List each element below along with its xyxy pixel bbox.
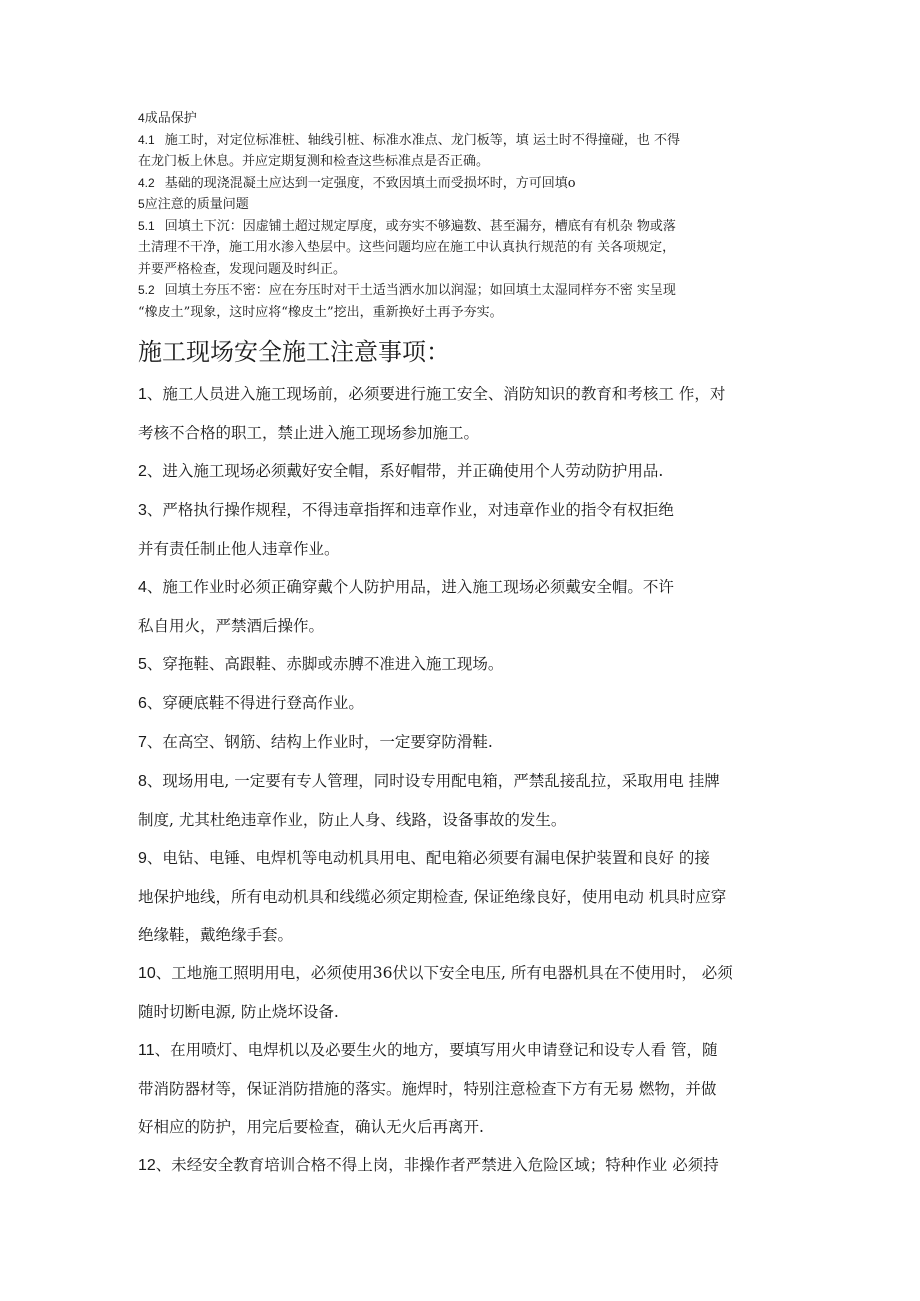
- safety-item-11-num: 11: [138, 1042, 155, 1059]
- section-5-heading-num: 5: [138, 197, 145, 211]
- safety-item-7-text-1: 、在高空、钢筋、结构上作业时，一定要穿防滑鞋.: [146, 733, 493, 751]
- safety-item-8-text-1: 、现场用电, 一定要有专人管理，同时设专用配电箱，严禁乱接乱拉，采取用电 挂牌: [146, 772, 720, 790]
- safety-item-7: [138, 723, 786, 762]
- safety-item-11-line-2: 带消防器材等，保证消防措施的落实。施焊时，特别注意检查下方有无易 燃物，并做: [138, 1080, 717, 1098]
- safety-item-11-line-1: [138, 1031, 786, 1070]
- safety-item-4-num: 4: [138, 579, 147, 596]
- safety-item-1-line-2: 考核不合格的职工，禁止进入施工现场参加施工。: [138, 424, 480, 442]
- safety-item-12-text-1: 、未经安全教育培训合格不得上岗，非操作者严禁进入危险区域；特种作业 必须持: [155, 1156, 719, 1174]
- item-4-1-num: 4.1: [138, 132, 155, 147]
- safety-item-7-line-1: [138, 723, 786, 762]
- item-5-2-line-1: 回填土夯压不密：应在夯压时对干土适当洒水加以润湿；如回填土太湿同样夯不密 实呈现: [164, 283, 676, 298]
- safety-title: 施工现场安全施工注意事项：: [138, 338, 450, 366]
- safety-item-2: [138, 452, 786, 491]
- section-4-heading-text: 成品保护: [144, 111, 197, 126]
- item-4-2-num: 4.2: [138, 175, 155, 190]
- section-5-heading-text: 应注意的质量问题: [144, 197, 249, 212]
- item-5-2-line-2: “橡皮土”现象，这时应将“橡皮土”挖出，重新换好土再予夯实。: [138, 304, 503, 320]
- item-5-1: [138, 216, 786, 281]
- safety-item-2-num: 2: [138, 463, 147, 480]
- item-5-2-num: 5.2: [138, 283, 155, 297]
- safety-item-1-line-1: [138, 375, 786, 414]
- safety-item-3-num: 3: [138, 502, 147, 519]
- safety-item-12: [138, 1146, 786, 1185]
- item-4-1-line-2: 在龙门板上休息。并应定期复测和检查这些标准点是否正确。: [138, 154, 490, 169]
- safety-item-8: [138, 762, 786, 839]
- safety-item-3: [138, 491, 786, 568]
- item-4-1: [138, 130, 786, 173]
- safety-item-10-num: 10: [138, 965, 156, 982]
- safety-item-4-text-1: 、施工作业时必须正确穿戴个人防护用品，进入施工现场必须戴安全帽。不许: [146, 578, 674, 596]
- safety-item-12-line-1: [138, 1146, 786, 1185]
- safety-item-2-text-1: 、进入施工现场必须戴好安全帽，系好帽带，并正确使用个人劳动防护用品.: [146, 462, 664, 480]
- safety-item-10-line-1: [138, 954, 786, 993]
- item-4-2-line-1: 基础的现浇混凝土应达到一定强度，不致因填土而受损坏时，方可回填o: [164, 175, 576, 191]
- safety-item-2-line-1: [138, 452, 786, 491]
- safety-item-10-text-1: 、工地施工照明用电，必须使用36伏以下安全电压, 所有电器机具在不使用时， 必须: [155, 964, 733, 982]
- safety-item-1-num: 1: [138, 386, 147, 403]
- item-4-1-line-1: 施工时，对定位标准桩、轴线引桩、标准水准点、龙门板等，填 运土时不得撞碰，也 不得: [164, 132, 680, 148]
- safety-item-8-num: 8: [138, 773, 147, 790]
- safety-item-6-line-1: [138, 684, 786, 723]
- safety-item-9-line-1: [138, 839, 786, 878]
- safety-item-8-line-1: [138, 762, 786, 801]
- safety-item-11-text-1: 、在用喷灯、电焊机以及必要生火的地方，要填写用火申请登记和设专人看 管，随: [154, 1041, 718, 1059]
- section-4-heading-num: 4: [138, 111, 145, 125]
- section-5-heading: [138, 194, 786, 216]
- safety-item-4-line-2: 私自用火，严禁酒后操作。: [138, 617, 325, 635]
- safety-item-9-line-3: 绝缘鞋，戴绝缘手套。: [138, 926, 294, 944]
- safety-item-9-num: 9: [138, 850, 147, 867]
- safety-item-1-text-1: 、施工人员进入施工现场前，必须要进行施工安全、消防知识的教育和考核工 作，对: [146, 385, 726, 403]
- item-5-1-num: 5.1: [138, 218, 155, 233]
- safety-item-5-num: 5: [138, 656, 147, 673]
- safety-item-3-line-2: 并有责任制止他人违章作业。: [138, 540, 340, 558]
- safety-item-9-line-2: 地保护地线，所有电动机具和线缆必须定期检查, 保证绝缘良好，使用电动 机具时应穿: [138, 888, 727, 906]
- safety-item-11-line-3: 好相应的防护，用完后要检查，确认无火后再离开.: [138, 1118, 484, 1136]
- safety-item-1: [138, 375, 786, 452]
- item-5-1-line-2: 土清理不干净，施工用水渗入垫层中。这些问题均应在施工中认真执行规范的有 关各项规定，: [138, 240, 676, 255]
- safety-item-5-text-1: 、穿拖鞋、高跟鞋、赤脚或赤膊不准进入施工现场。: [146, 655, 504, 673]
- safety-item-6-num: 6: [138, 695, 147, 712]
- safety-item-10: [138, 954, 786, 1031]
- safety-item-6: [138, 684, 786, 723]
- safety-item-11: [138, 1031, 786, 1146]
- safety-item-5-line-1: [138, 645, 786, 684]
- safety-item-10-line-2: 随时切断电源, 防止烧坏设备.: [138, 1003, 339, 1021]
- safety-item-3-line-1: [138, 491, 786, 530]
- safety-item-3-text-1: 、严格执行操作规程，不得违章指挥和违章作业，对违章作业的指令有权拒绝: [146, 501, 674, 519]
- safety-item-9-text-1: 、电钻、电锤、电焊机等电动机具用电、配电箱必须要有漏电保护装置和良好 的接: [146, 849, 710, 867]
- section-4-heading: [138, 108, 786, 130]
- safety-item-12-num: 12: [138, 1157, 156, 1174]
- item-4-2: [138, 173, 786, 195]
- safety-item-4: [138, 568, 786, 645]
- safety-item-5: [138, 645, 786, 684]
- safety-item-4-line-1: [138, 568, 786, 607]
- item-5-1-line-1: 回填土下沉：因虚铺土超过规定厚度，或夯实不够遍数、甚至漏夯，槽底有有机杂 物或落: [164, 218, 676, 234]
- safety-item-9: [138, 839, 786, 954]
- safety-item-8-line-2: 制度, 尤其杜绝违章作业，防止人身、线路，设备事故的发生。: [138, 811, 567, 829]
- item-5-1-line-3: 并要严格检查，发现问题及时纠正。: [138, 261, 347, 277]
- item-5-2: [138, 280, 786, 323]
- safety-item-7-num: 7: [138, 734, 147, 751]
- document-page: [138, 108, 786, 1185]
- safety-item-6-text-1: 、穿硬底鞋不得进行登高作业。: [146, 694, 364, 712]
